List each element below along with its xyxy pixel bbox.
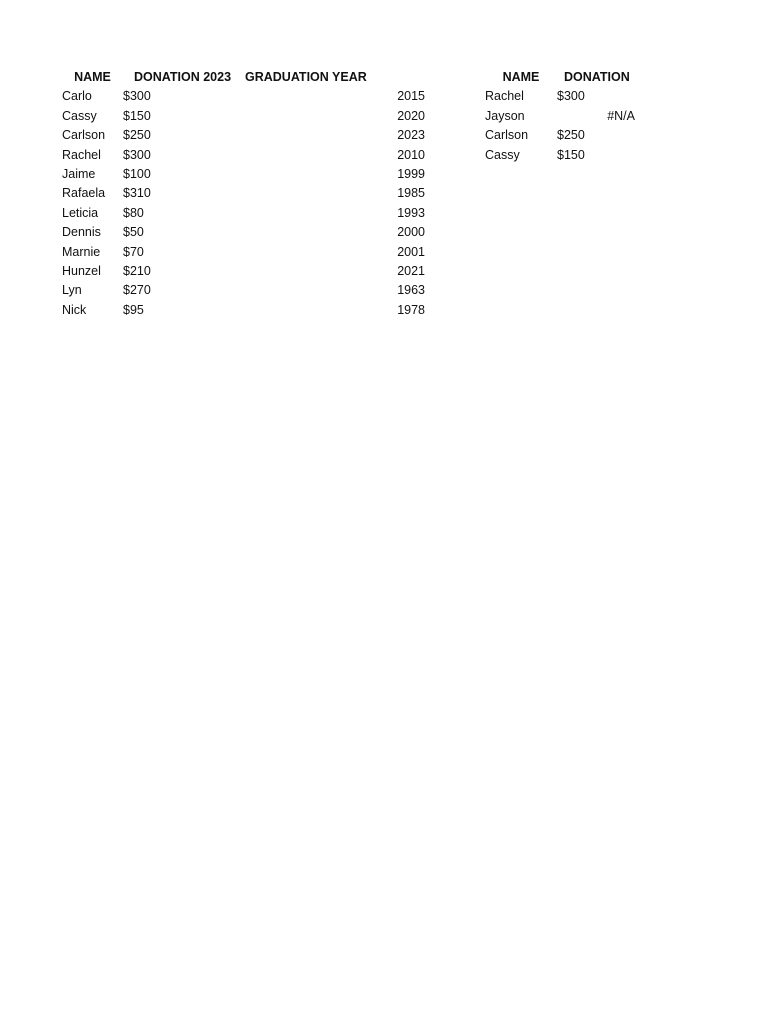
table-row [485, 146, 635, 165]
table-row [62, 281, 425, 300]
name-cell[interactable]: Jaime [62, 167, 96, 182]
name-cell[interactable]: Nick [62, 302, 87, 317]
name-cell[interactable]: Hunzel [62, 264, 101, 279]
donation-cell[interactable]: $50 [123, 225, 144, 240]
name-cell[interactable]: Rachel [62, 147, 101, 162]
name-cell[interactable]: Dennis [62, 225, 101, 240]
graduation-year-cell[interactable]: 2010 [397, 147, 425, 162]
error-cell[interactable]: #N/A [607, 108, 635, 123]
name-cell[interactable]: Carlson [485, 128, 529, 143]
donation-cell[interactable]: $250 [123, 128, 151, 143]
graduation-year-cell[interactable]: 2000 [397, 225, 425, 240]
header-name[interactable]: NAME [74, 70, 111, 84]
donation-cell[interactable]: $270 [123, 283, 151, 298]
name-cell[interactable]: Carlson [62, 128, 106, 143]
donation-cell[interactable]: $300 [557, 89, 585, 104]
table-row [62, 87, 425, 106]
donation-cell[interactable]: $150 [123, 108, 151, 123]
graduation-year-cell[interactable]: 2015 [397, 89, 425, 104]
table-row [62, 223, 425, 242]
donation-cell[interactable]: $95 [123, 302, 144, 317]
donation-cell[interactable]: $250 [557, 128, 585, 143]
donation-cell[interactable]: $310 [123, 186, 151, 201]
table-row [62, 107, 425, 126]
header-donation-2023[interactable]: DONATION 2023 [134, 70, 232, 84]
donation-cell[interactable]: $100 [123, 167, 151, 182]
name-cell[interactable]: Cassy [485, 147, 520, 162]
table-row [62, 126, 425, 145]
name-cell[interactable]: Cassy [62, 108, 97, 123]
name-cell[interactable]: Carlo [62, 89, 92, 104]
graduation-year-cell[interactable]: 2020 [397, 108, 425, 123]
header-name[interactable]: NAME [502, 70, 540, 84]
donation-cell[interactable]: $70 [123, 244, 144, 259]
table-row [62, 243, 425, 262]
table-row [62, 262, 425, 281]
graduation-year-cell[interactable]: 1963 [397, 283, 425, 298]
table-row [62, 204, 425, 223]
graduation-year-cell[interactable]: 1993 [397, 205, 425, 220]
table-row [62, 146, 425, 165]
table-row [485, 126, 635, 145]
graduation-year-cell[interactable]: 2023 [397, 128, 425, 143]
table-row [485, 107, 635, 126]
table-row [62, 301, 425, 320]
name-cell[interactable]: Jayson [485, 108, 525, 123]
donation-cell[interactable]: $150 [557, 147, 585, 162]
donation-cell[interactable]: $300 [123, 89, 151, 104]
header-row [485, 68, 635, 87]
table-row [62, 184, 425, 203]
donation-cell[interactable]: $210 [123, 264, 151, 279]
lookup-table [485, 68, 635, 165]
header-graduation-year[interactable]: GRADUATION YEAR [245, 70, 367, 84]
name-cell[interactable]: Lyn [62, 283, 82, 298]
name-cell[interactable]: Leticia [62, 205, 99, 220]
graduation-year-cell[interactable]: 1985 [397, 186, 425, 201]
graduation-year-cell[interactable]: 1978 [397, 302, 425, 317]
graduation-year-cell[interactable]: 2021 [397, 264, 425, 279]
name-cell[interactable]: Rachel [485, 89, 524, 104]
table-row [62, 165, 425, 184]
name-cell[interactable]: Rafaela [62, 186, 106, 201]
graduation-year-cell[interactable]: 1999 [397, 167, 425, 182]
donation-cell[interactable]: $80 [123, 205, 144, 220]
header-row [62, 68, 425, 87]
donation-cell[interactable]: $300 [123, 147, 151, 162]
graduation-year-cell[interactable]: 2001 [397, 244, 425, 259]
header-donation[interactable]: DONATION [564, 70, 630, 84]
name-cell[interactable]: Marnie [62, 244, 101, 259]
donations-table [62, 68, 425, 320]
table-row [485, 87, 635, 106]
